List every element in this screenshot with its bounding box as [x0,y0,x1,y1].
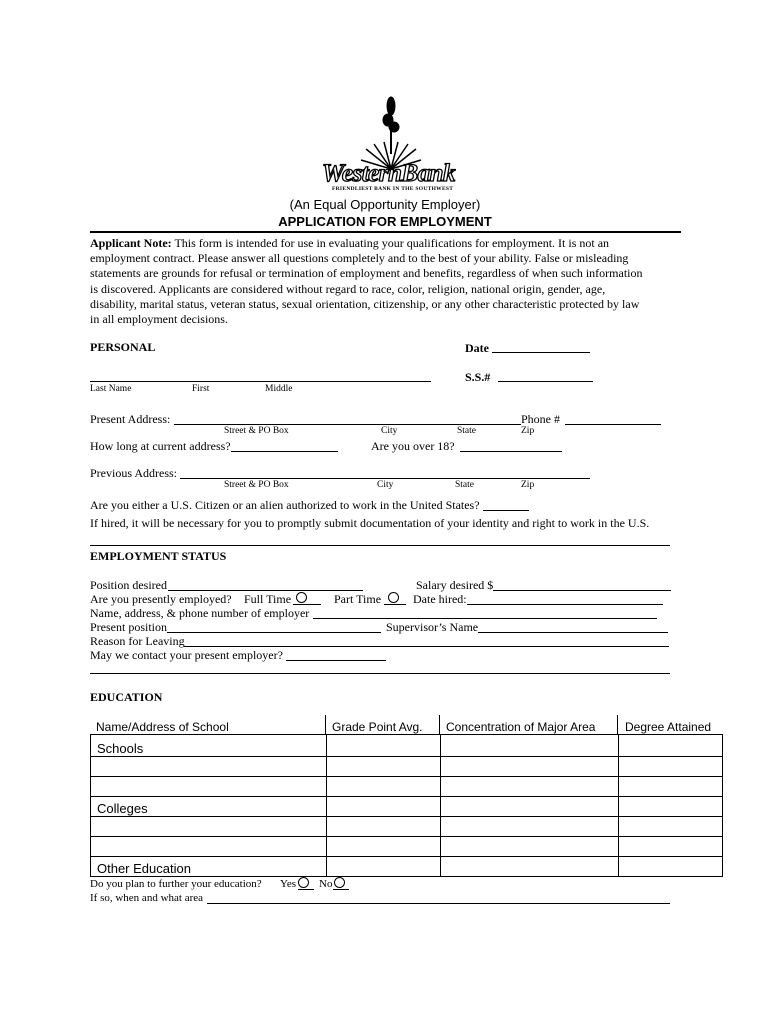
table-cell[interactable]: Colleges [91,797,327,817]
supervisor-label: Supervisor’s Name [386,620,479,634]
middle-name-label: Middle [265,384,293,394]
salary-desired-field[interactable] [493,590,671,591]
date-hired-field[interactable] [467,604,663,605]
col-divider [439,715,440,734]
employer-info-field[interactable] [313,618,657,619]
part-time-radio[interactable] [388,592,399,603]
street-label: Street & PO Box [224,426,289,436]
col-header-major: Concentration of Major Area [446,720,596,734]
phone-label: Phone # [521,412,560,426]
supervisor-field[interactable] [478,632,668,633]
table-row [91,817,723,837]
table-cell[interactable] [327,797,441,817]
yes-radio[interactable] [298,877,309,888]
position-desired-field[interactable] [168,590,363,591]
reason-leaving-field[interactable] [184,646,669,647]
presently-employed-label: Are you presently employed? [90,592,232,606]
employment-heading: EMPLOYMENT STATUS [90,549,227,563]
table-cell[interactable] [327,777,441,797]
date-label: Date [465,341,489,355]
personal-heading: PERSONAL [90,340,156,354]
citizen-question: Are you either a U.S. Citizen or an alien authorized to work in the United States? [90,498,480,512]
part-time-label: Part Time [334,592,382,606]
table-cell[interactable] [91,777,327,797]
col-header-school: Name/Address of School [96,720,229,734]
ss-label: S.S.# [465,370,491,384]
table-cell[interactable] [619,817,723,837]
how-long-label: How long at current address? [90,439,231,453]
bank-logo-wordmark: WesternBank [322,160,455,187]
state-label: State [457,426,476,436]
applicant-note [90,236,690,327]
city-label: City [377,480,394,490]
previous-address-field[interactable] [180,478,590,479]
col-divider [325,715,326,734]
table-cell[interactable] [441,837,619,857]
table-cell[interactable] [327,817,441,837]
if-hired-note: If hired, it will be necessary for you to promptly submit documentation of your identity and right to work in the U.S. [90,516,650,530]
date-hired-label: Date hired: [413,592,467,606]
citizen-field[interactable] [483,510,529,511]
name-field[interactable] [90,381,431,382]
part-time-field [384,604,406,605]
employer-subtitle: (An Equal Opportunity Employer) [289,197,481,212]
table-cell[interactable] [327,757,441,777]
table-cell[interactable] [619,857,723,877]
table-cell[interactable] [327,857,441,877]
page-title: APPLICATION FOR EMPLOYMENT [278,214,492,229]
table-cell[interactable] [441,817,619,837]
over18-field[interactable] [460,451,562,452]
table-cell[interactable] [327,837,441,857]
table-row [91,777,723,797]
note-line: This form is intended for use in evaluating your qualifications for employment. It is not an [174,236,610,250]
education-heading: EDUCATION [90,690,163,704]
present-address-field[interactable] [174,424,521,425]
bank-tagline: FRIENDLIEST BANK IN THE SOUTHWEST [332,186,454,192]
reason-leaving-label: Reason for Leaving [90,634,185,648]
full-time-radio[interactable] [296,592,307,603]
table-cell[interactable]: Schools [91,735,327,757]
how-long-field[interactable] [231,451,338,452]
note-line: in all employment decisions. [90,312,228,327]
table-cell[interactable] [619,797,723,817]
section-rule [90,673,670,674]
previous-address-label: Previous Address: [90,466,177,480]
yes-label: Yes [280,878,297,890]
present-address-label: Present Address: [90,412,171,426]
last-name-label: Last Name [90,384,132,394]
table-cell[interactable] [619,735,723,757]
if-so-label: If so, when and what area [90,892,204,904]
table-cell[interactable] [619,757,723,777]
table-cell[interactable] [619,777,723,797]
table-row [91,735,723,757]
table-row [91,797,723,817]
no-radio[interactable] [334,877,345,888]
street-label: Street & PO Box [224,480,289,490]
table-row [91,837,723,857]
table-cell[interactable] [327,735,441,757]
note-line: employment contract. Please answer all questions completely and to the best of your ability. False or misleading [90,251,629,266]
full-time-label: Full Time [244,592,292,606]
may-contact-field[interactable] [286,660,386,661]
table-row [91,757,723,777]
table-cell[interactable] [441,757,619,777]
table-cell[interactable] [91,817,327,837]
full-time-field [293,604,321,605]
col-header-degree: Degree Attained [625,720,712,734]
no-label: No [319,878,333,890]
table-cell[interactable] [619,837,723,857]
over18-label: Are you over 18? [371,439,455,453]
ss-field[interactable] [498,381,593,382]
city-label: City [381,426,398,436]
date-field[interactable] [492,352,590,353]
present-position-label: Present position [90,620,167,634]
table-cell[interactable] [441,857,619,877]
table-cell[interactable] [441,735,619,757]
table-cell[interactable] [441,777,619,797]
no-field [333,889,349,890]
position-desired-label: Position desired [90,578,167,592]
education-table [90,734,723,877]
first-name-label: First [192,384,210,394]
salary-desired-label: Salary desired $ [416,578,494,592]
col-header-gpa: Grade Point Avg. [332,720,423,734]
table-cell[interactable] [441,797,619,817]
table-cell[interactable] [91,757,327,777]
note-line: statements are grounds for refusal or termination of employment and benefits, regardless of when such information [90,266,643,281]
note-line: disability, marital status, veteran status, sexual orientation, citizenship, or any other characteristic protected by law [90,296,640,311]
section-rule [90,545,670,546]
table-row [91,857,723,877]
zip-label: Zip [521,426,535,436]
state-label: State [455,480,474,490]
phone-field[interactable] [565,424,661,425]
yes-field [298,889,314,890]
further-education-label: Do you plan to further your education? [90,878,262,890]
if-so-field[interactable] [207,903,670,904]
table-cell[interactable]: Other Education [91,857,327,877]
present-position-field[interactable] [167,632,381,633]
col-divider [617,715,618,734]
header-rule [90,231,681,233]
zip-label: Zip [521,480,535,490]
table-cell[interactable] [91,837,327,857]
note-label: Applicant Note: [90,236,172,250]
may-contact-label: May we contact your present employer? [90,648,283,662]
note-line: is discovered. Applicants are considered without regard to race, color, religion, national origin, gender, age, [90,281,606,296]
employer-info-label: Name, address, & phone number of employer [90,606,310,620]
